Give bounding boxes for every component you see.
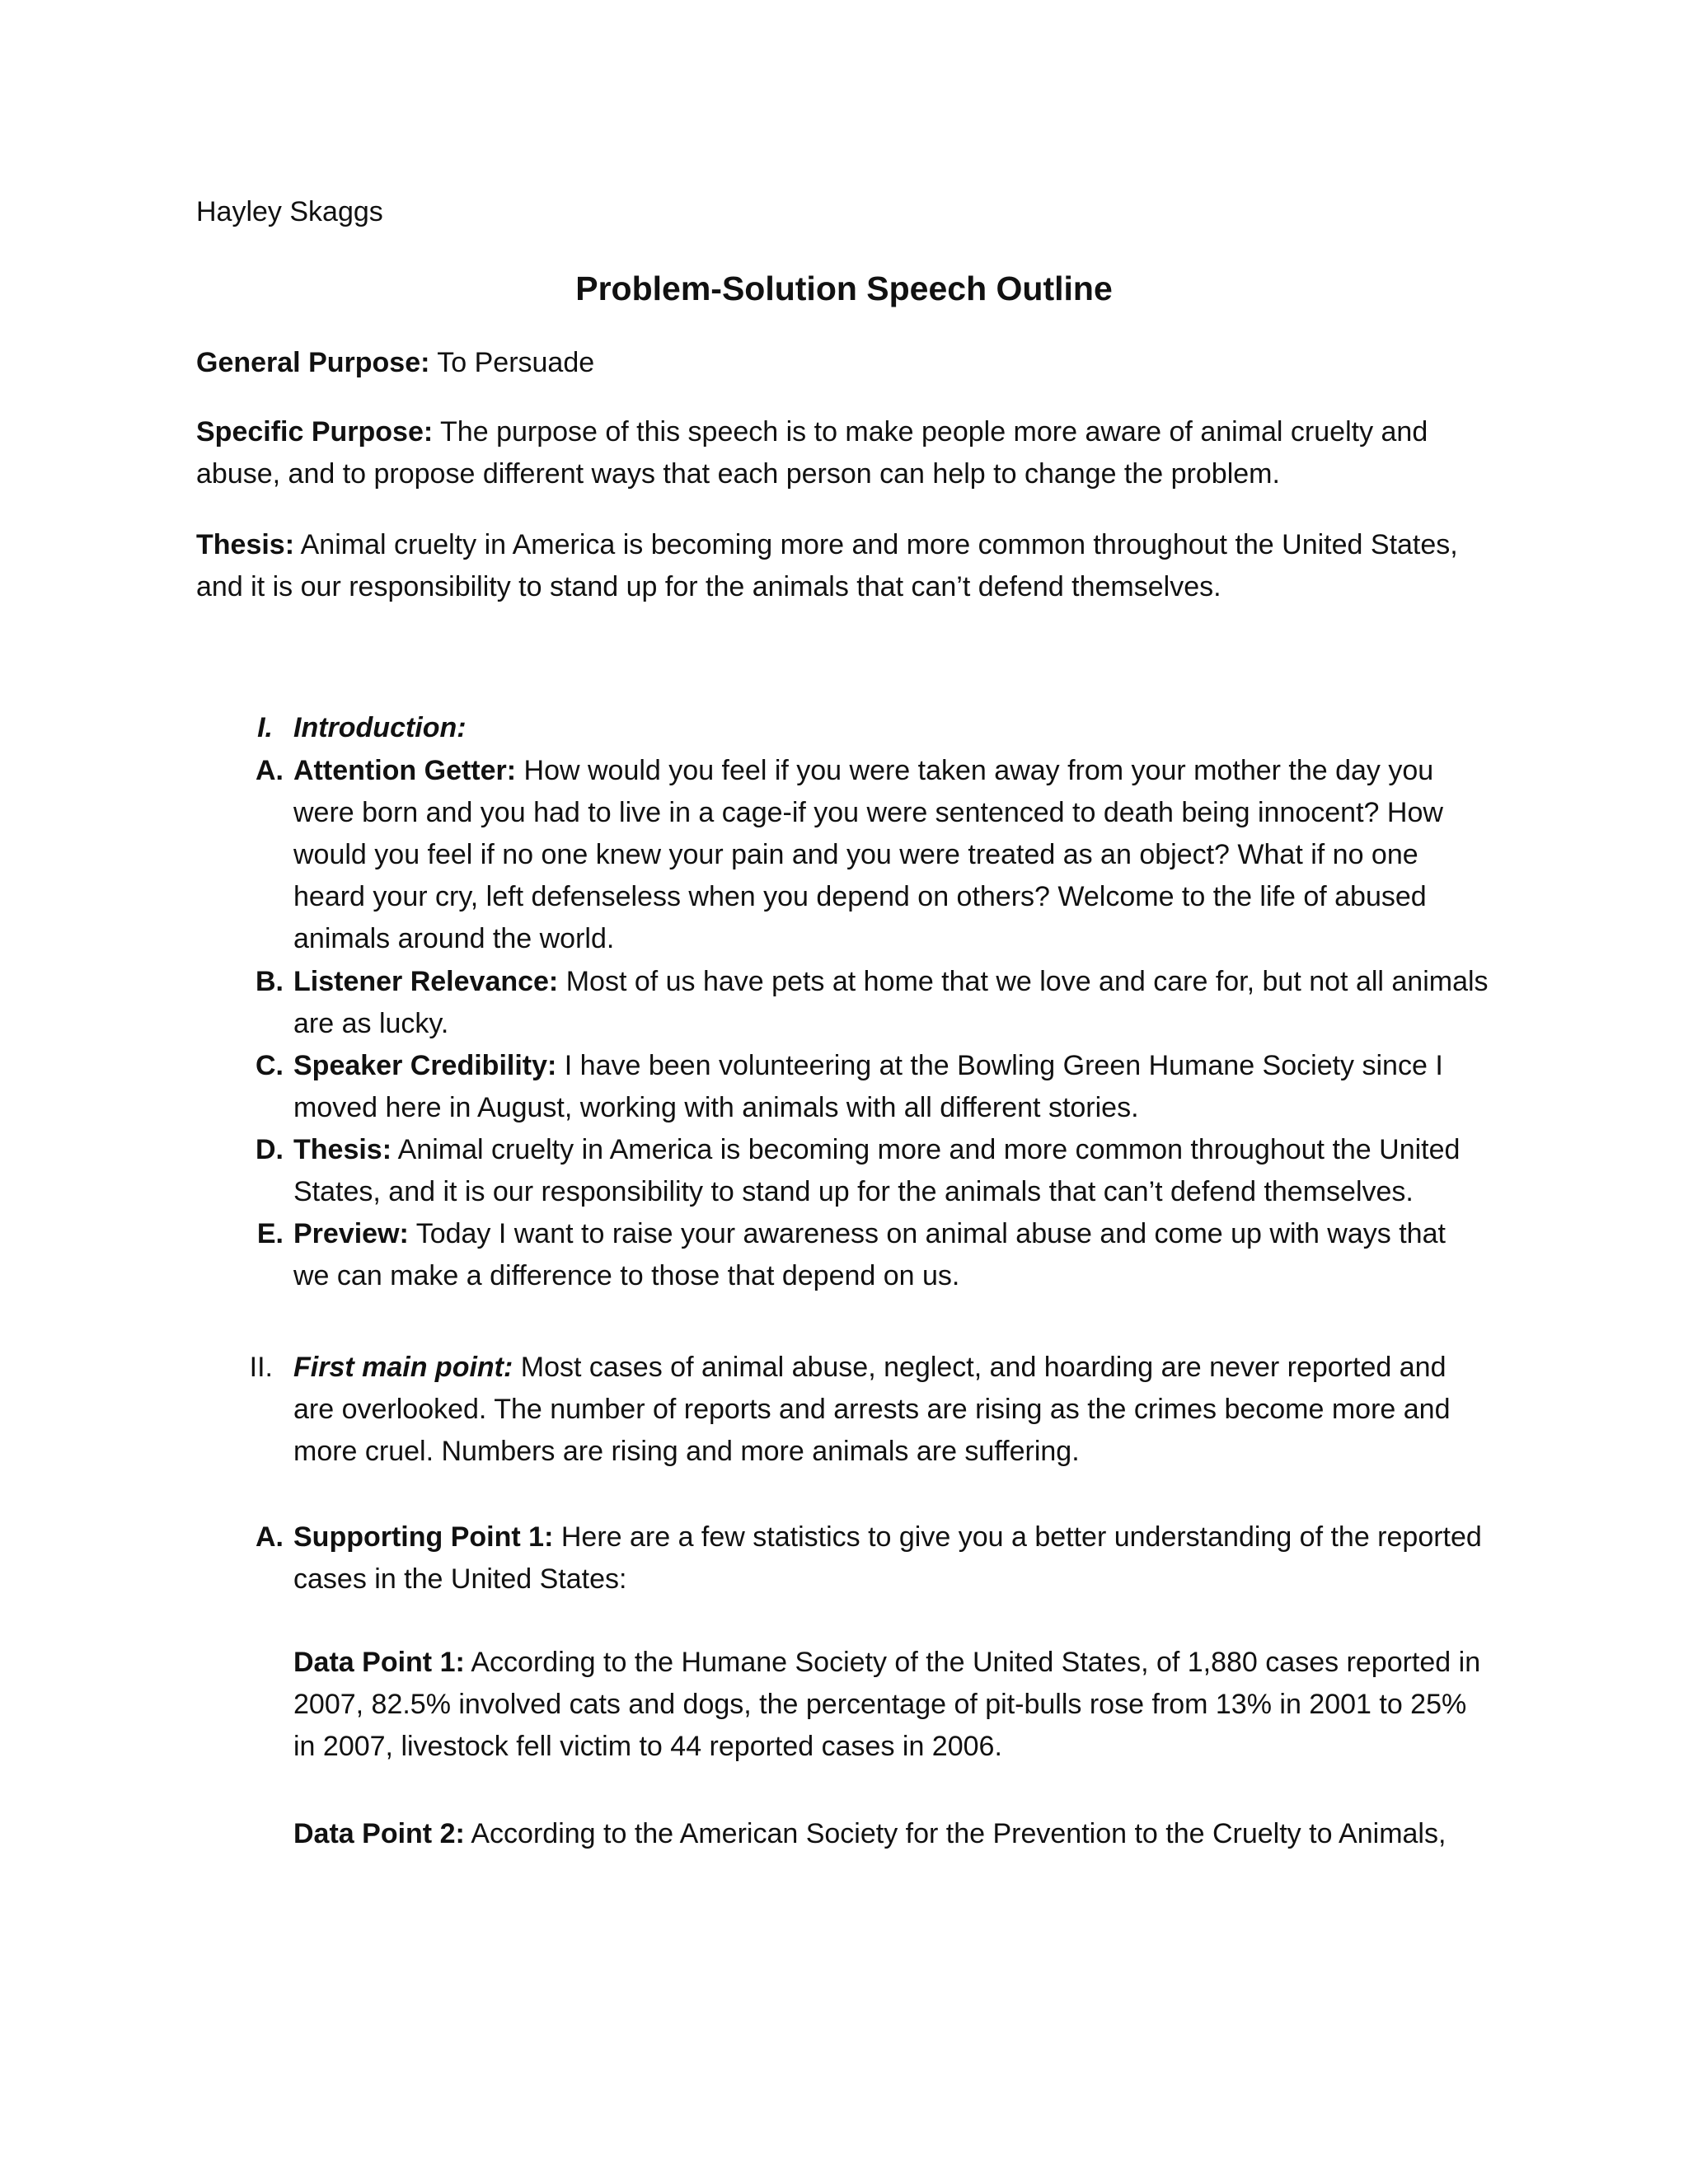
item-marker: B. (256, 966, 284, 997)
item-marker: D. (256, 1134, 284, 1165)
outline-item-attention-getter (256, 750, 1489, 960)
data-point-2 (293, 1813, 1489, 1855)
item-marker: C. (256, 1050, 284, 1081)
data-point-label: Data Point 2: (293, 1818, 465, 1849)
item-marker: A. (256, 755, 284, 786)
general-purpose-label: General Purpose: (196, 347, 430, 378)
section-numeral: I. (257, 712, 273, 743)
outline-item-thesis (256, 1129, 1489, 1213)
thesis-label: Thesis: (196, 529, 295, 560)
author-name: Hayley Skaggs (196, 196, 383, 227)
data-point-label: Data Point 1: (293, 1647, 465, 1678)
specific-purpose-text: The purpose of this speech is to make people more aware of animal cruelty and abuse, and to propose different ways that each person can help to change the problem. (196, 416, 1428, 490)
item-label: Listener Relevance: (293, 966, 559, 997)
thesis-statement (196, 524, 1490, 608)
item-label: Speaker Credibility: (293, 1050, 557, 1081)
main-point-text: Most cases of animal abuse, neglect, and hoarding are never reported and are overlooked. The number of reports and arrests are rising as the crimes become more and more cruel. Numbers are rising and more animals are suffering. (293, 1352, 1451, 1467)
item-label: Supporting Point 1: (293, 1521, 554, 1553)
item-label: Thesis: (293, 1134, 392, 1165)
outline-item-preview (256, 1213, 1489, 1297)
section-introduction (257, 707, 1489, 749)
main-point-label: First main point: (293, 1352, 513, 1383)
data-point-1 (293, 1642, 1489, 1768)
section-heading: Introduction: (293, 712, 467, 743)
general-purpose-text: To Persuade (429, 347, 595, 378)
item-text: Animal cruelty in America is becoming more and more common throughout the United States, and it is our responsibility to stand up for the animals that can’t defend themselves. (293, 1134, 1461, 1207)
outline-item-listener-relevance (256, 961, 1489, 1045)
page-title: Problem-Solution Speech Outline (575, 269, 1113, 307)
item-label: Preview: (293, 1218, 409, 1249)
specific-purpose (196, 411, 1490, 495)
supporting-point-1 (256, 1516, 1489, 1601)
thesis-text: Animal cruelty in America is becoming more and more common throughout the United States, and it is our responsibility to stand up for the animals that can’t defend themselves. (196, 529, 1458, 602)
item-text: How would you feel if you were taken away from your mother the day you were born and you had to live in a cage-if you were sentenced to death being innocent? How would you feel if no one knew your pain and you were treated as an object? What if no one heard your cry, left defenseless when you depend on others? Welcome to the life of abused animals around the world. (293, 755, 1443, 954)
item-text: Today I want to raise your awareness on animal abuse and come up with ways that we can make a difference to those that depend on us. (293, 1218, 1446, 1291)
item-text: I have been volunteering at the Bowling Green Humane Society since I moved here in August, working with animals with all different stories. (293, 1050, 1443, 1123)
section-first-main-point (249, 1347, 1489, 1473)
outline-item-speaker-credibility (256, 1045, 1489, 1129)
item-label: Attention Getter: (293, 755, 517, 786)
item-marker: A. (256, 1521, 284, 1553)
item-marker: E. (256, 1218, 284, 1249)
general-purpose (196, 342, 1490, 384)
item-text: Most of us have pets at home that we love and care for, but not all animals are as lucky. (293, 966, 1489, 1039)
section-numeral: II. (249, 1352, 273, 1383)
data-point-text: According to the Humane Society of the United States, of 1,880 cases reported in 2007, 82.5% involved cats and dogs, the percentage of pit-bulls rose from 13% in 2001 to 25% in 2007, livestock fell victim to 44 reported cases in 2006. (293, 1647, 1481, 1762)
specific-purpose-label: Specific Purpose: (196, 416, 434, 448)
data-point-text: According to the American Society for the Prevention to the Cruelty to Animals, (464, 1818, 1447, 1849)
item-text: Here are a few statistics to give you a better understanding of the reported cases in the United States: (293, 1521, 1482, 1595)
